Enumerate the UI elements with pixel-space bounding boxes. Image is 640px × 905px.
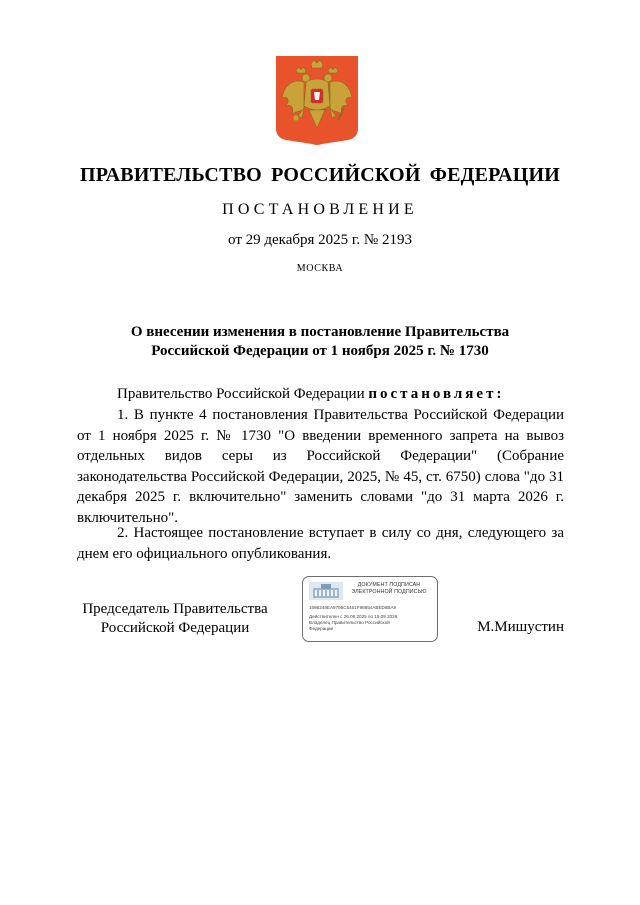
intro-text: Правительство Российской Федерации — [117, 386, 369, 402]
intro-verb: постановляет: — [368, 386, 505, 402]
subject-line-1: О внесении изменения в постановление Правительства — [130, 324, 510, 340]
stamp-header — [343, 582, 435, 595]
signer-title — [70, 600, 280, 638]
government-title: ПРАВИТЕЛЬСТВО РОССИЙСКОЙ ФЕДЕРАЦИИ — [80, 164, 560, 186]
stamp-owner: Владелец Правительство Российской Федерации — [309, 620, 390, 631]
stamp-header-line-2: ЭЛЕКТРОННОЙ ПОДПИСЬЮ — [351, 588, 427, 595]
document-city: МОСКВА — [296, 263, 344, 274]
signer-title-line-2: Российской Федерации — [100, 620, 250, 636]
intro-sentence — [117, 386, 504, 403]
government-building-icon — [309, 582, 343, 600]
electronic-signature-stamp — [302, 576, 438, 642]
coat-of-arms-icon — [276, 56, 358, 146]
paragraph-2: 2. Настоящее постановление вступает в силу со дня, следующего за днем его официального опубликования. — [77, 525, 564, 562]
signer-name: М.Мишустин — [477, 619, 564, 635]
document-subject — [100, 323, 540, 361]
stamp-validity: Действителен с 26.06.2025 по 19.09.2026 — [309, 614, 398, 619]
stamp-header-line-1: ДОКУМЕНТ ПОДПИСАН — [357, 582, 421, 588]
document-date-number: от 29 декабря 2025 г. № 2193 — [228, 232, 412, 248]
signer-title-line-1: Председатель Правительства — [82, 601, 268, 617]
document-type: ПОСТАНОВЛЕНИЕ — [222, 201, 418, 218]
subject-line-2: Российской Федерации от 1 ноября 2025 г. № 1730 — [151, 343, 489, 359]
paragraph-1: 1. В пункте 4 постановления Правительства Российской Федерации от 1 ноября 2025 г. № 1730 "О введении временного запрета на вывоз отдельных видов серы из Российской Федерации" (Собрание законодательства Российской Федерации, 2025, № 45, ст. 6750) слова "до 31 декабря 2025 г. включительно" заменить словами "до 31 марта 2026 г. включительно". — [77, 407, 564, 526]
stamp-certificate: 1696248EA9795C5451F98854ABED8BA9 — [309, 605, 397, 610]
